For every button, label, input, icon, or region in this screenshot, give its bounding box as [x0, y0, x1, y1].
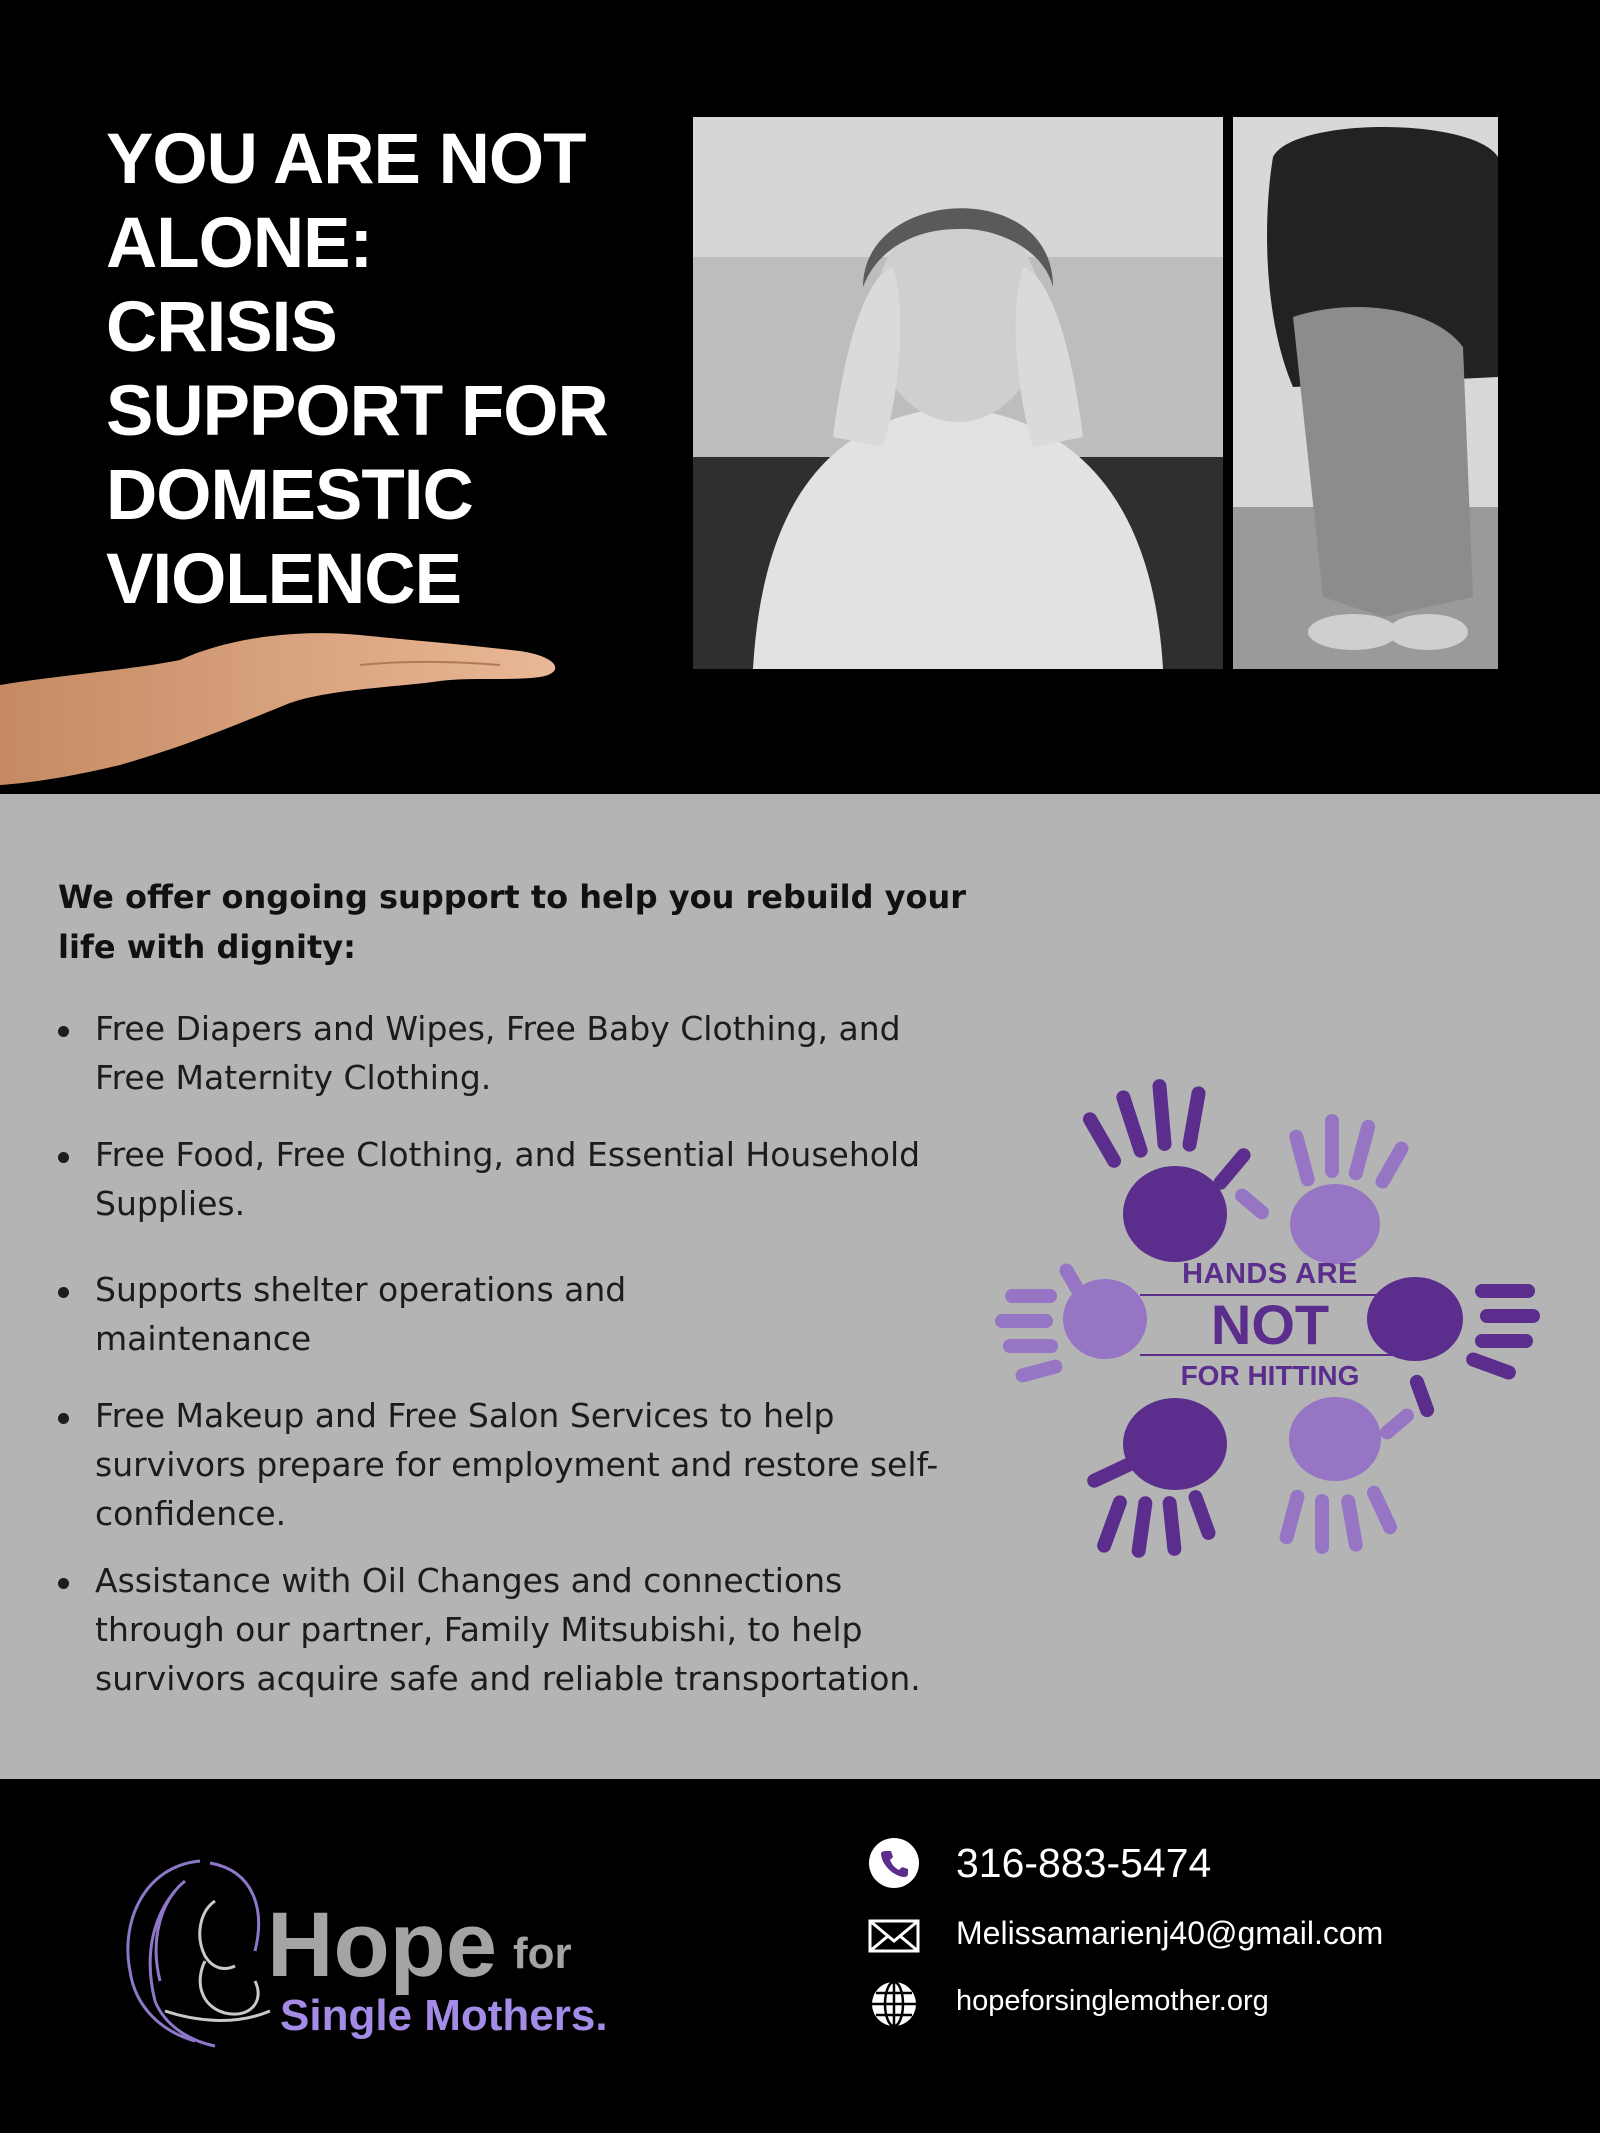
list-item [58, 1130, 1018, 1228]
headline-line: DOMESTIC [106, 456, 473, 535]
brand-name-single-mothers: Single Mothers. [280, 1991, 608, 2040]
list-item-line: Supports shelter operations and [95, 1270, 627, 1309]
brand-name-for: for [513, 1929, 572, 1978]
list-item-line: survivors acquire safe and reliable transportation. [95, 1659, 921, 1698]
list-item-line: maintenance [95, 1319, 312, 1358]
list-item-line: confidence. [95, 1494, 287, 1533]
phone-number[interactable]: 316-883-5474 [956, 1840, 1212, 1886]
services-section [0, 794, 1600, 1779]
website-url[interactable]: hopeforsinglemother.org [956, 1985, 1269, 2017]
list-item-line: Assistance with Oil Changes and connections [95, 1561, 843, 1600]
list-item-line: Free Food, Free Clothing, and Essential Household [95, 1135, 921, 1174]
headline [106, 118, 666, 622]
logo-line: HANDS ARE [1182, 1258, 1358, 1290]
headline-line: YOU ARE NOT [106, 120, 586, 199]
person-hugging-knees-photo [1233, 117, 1498, 669]
list-item [58, 1265, 1018, 1363]
contact-email[interactable] [868, 1905, 1568, 1965]
phone-icon [868, 1837, 920, 1889]
hands-not-for-hitting-logo [1130, 1257, 1410, 1393]
email-address[interactable]: Melissamarienj40@gmail.com [956, 1915, 1384, 1951]
hero-section [0, 0, 1600, 794]
envelope-icon [868, 1909, 920, 1961]
list-item [58, 1556, 1018, 1703]
list-item-line: Free Makeup and Free Salon Services to help [95, 1396, 835, 1435]
brand-name-hope: Hope [267, 1894, 497, 1996]
services-intro: We offer ongoing support to help you rebuild your life with dignity: [58, 878, 967, 966]
list-item-line: through our partner, Family Mitsubishi, to help [95, 1610, 863, 1649]
globe-icon [868, 1978, 920, 2030]
list-item-line: Supplies. [95, 1184, 246, 1223]
woman-holding-head-photo [693, 117, 1223, 669]
list-item [58, 1391, 1018, 1538]
headline-line: ALONE: [106, 204, 373, 283]
logo-line: NOT [1140, 1294, 1400, 1356]
headline-line: CRISIS [106, 288, 337, 367]
footer [0, 1779, 1600, 2133]
list-item-line: Free Diapers and Wipes, Free Baby Clothing, and [95, 1009, 901, 1048]
list-item-line: Free Maternity Clothing. [95, 1058, 492, 1097]
logo-line: FOR HITTING [1180, 1360, 1360, 1391]
list-item [58, 1004, 1018, 1102]
headline-line: SUPPORT FOR [106, 372, 608, 451]
open-hand-image [0, 615, 570, 785]
list-item-line: survivors prepare for employment and restore self- [95, 1445, 939, 1484]
contact-phone[interactable] [868, 1835, 1568, 1895]
headline-line: VIOLENCE [106, 540, 461, 619]
contact-website[interactable] [868, 1976, 1568, 2036]
